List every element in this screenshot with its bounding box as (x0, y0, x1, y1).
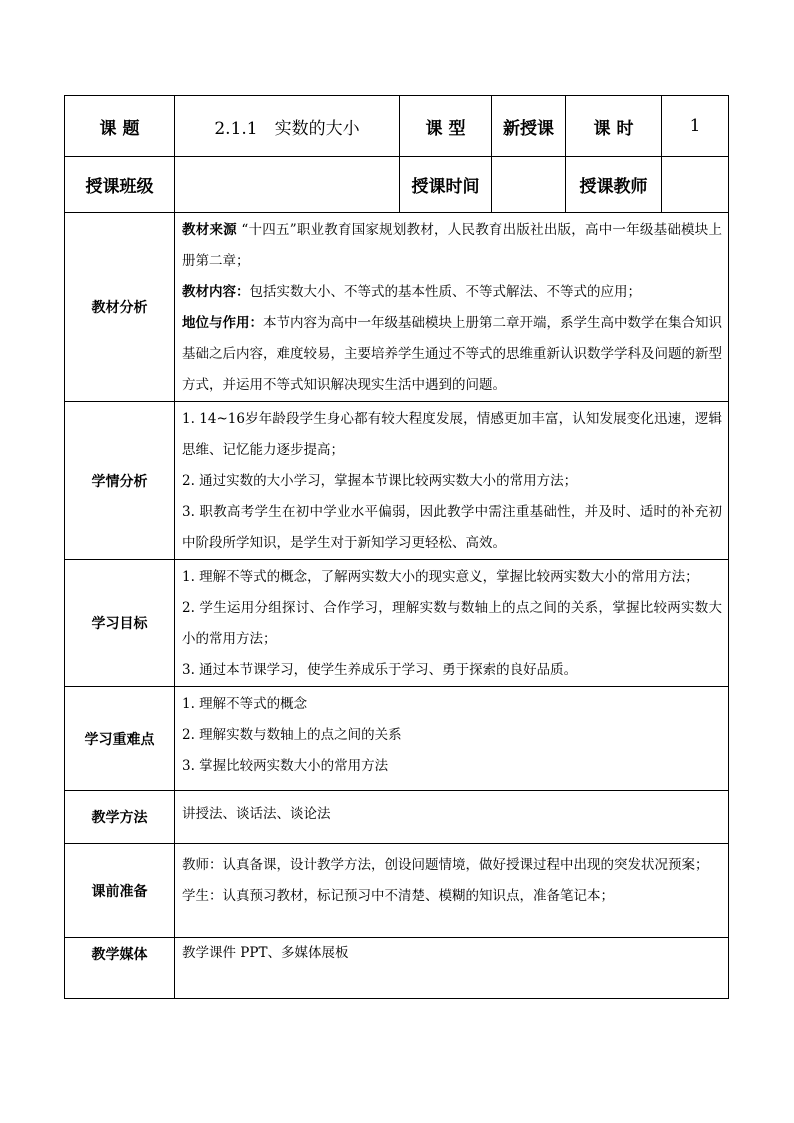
topic-label: 课 题 (65, 96, 175, 157)
time-label: 授课时间 (400, 157, 492, 213)
prep-student: 学生：认真预习教材，标记预习中不清楚、模糊的知识点，准备笔记本； (182, 888, 614, 904)
goals-item: 2. 学生运用分组探讨、合作学习，理解实数与数轴上的点之间的关系，掌握比较两实数大小的常用方法； (182, 600, 722, 647)
prep-content (175, 844, 729, 938)
textbook-role (182, 308, 722, 401)
textbook-content (175, 213, 729, 402)
type-value: 新授课 (492, 96, 566, 157)
textbook-label: 教材分析 (65, 213, 175, 402)
teacher-label: 授课教师 (566, 157, 662, 213)
textbook-row (65, 213, 729, 402)
goals-row (65, 560, 729, 687)
prep-teacher: 教师：认真备课，设计教学方法，创设问题情境，做好授课过程中出现的突发状况预案； (182, 857, 709, 873)
goals-label: 学习目标 (65, 560, 175, 687)
source-label: 教材来源 (182, 222, 237, 238)
keypoints-item: 3. 掌握比较两实数大小的常用方法 (182, 758, 389, 774)
methods-label: 教学方法 (65, 791, 175, 844)
student-row (65, 402, 729, 560)
media-content (175, 938, 729, 999)
methods-row (65, 791, 729, 844)
role-label: 地位与作用： (182, 315, 263, 331)
teacher-value (662, 157, 729, 213)
student-content (175, 402, 729, 560)
lesson-plan-table (64, 95, 729, 999)
class-label: 授课班级 (65, 157, 175, 213)
goals-item: 3. 通过本节课学习，使学生养成乐于学习、勇于探索的良好品质。 (182, 662, 578, 678)
keypoints-label: 学习重难点 (65, 687, 175, 791)
textbook-source (182, 215, 722, 277)
hours-label: 课 时 (566, 96, 662, 157)
student-item: 3. 职教高考学生在初中学业水平偏弱，因此教学中需注重基础性，并及时、适时的补充初中阶段所学知识，是学生对于新知学习更轻松、高效。 (182, 504, 722, 551)
source-text: “十四五”职业教育国家规划教材，人民教育出版社出版，高中一年级基础模块上册第二章； (182, 222, 722, 269)
time-value (492, 157, 566, 213)
keypoints-row (65, 687, 729, 791)
content-text: 包括实数大小、不等式的基本性质、不等式解法、不等式的应用； (249, 284, 641, 300)
header-row (65, 96, 729, 157)
student-label: 学情分析 (65, 402, 175, 560)
goals-content (175, 560, 729, 687)
media-label: 教学媒体 (65, 938, 175, 999)
student-item: 2. 通过实数的大小学习，掌握本节课比较两实数大小的常用方法； (182, 473, 578, 489)
student-item: 1. 14~16岁年龄段学生身心都有较大程度发展，情感更加丰富，认知发展变化迅速，逻辑思维、记忆能力逐步提高； (182, 411, 722, 458)
media-text: 教学课件 PPT、多媒体展板 (182, 945, 349, 961)
prep-row (65, 844, 729, 938)
class-value (175, 157, 400, 213)
keypoints-item: 2. 理解实数与数轴上的点之间的关系 (182, 727, 402, 743)
keypoints-content (175, 687, 729, 791)
media-row (65, 938, 729, 999)
prep-label: 课前准备 (65, 844, 175, 938)
content-label: 教材内容： (182, 284, 250, 300)
type-label: 课 型 (400, 96, 492, 157)
methods-text: 讲授法、谈话法、谈论法 (182, 806, 331, 822)
class-row (65, 157, 729, 213)
hours-value: 1 (662, 96, 729, 157)
role-text: 本节内容为高中一年级基础模块上册第二章开端，系学生高中数学在集合知识基础之后内容，难度较易，主要培养学生通过不等式的思维重新认识数学学科及问题的新型方式，并运用不等式知识解决现实生活中遇到的问题。 (182, 315, 722, 393)
methods-content (175, 791, 729, 844)
keypoints-item: 1. 理解不等式的概念 (182, 696, 308, 712)
goals-item: 1. 理解不等式的概念，了解两实数大小的现实意义，掌握比较两实数大小的常用方法； (182, 569, 699, 585)
topic-value: 2.1.1 实数的大小 (175, 96, 400, 157)
textbook-contents (182, 277, 722, 308)
